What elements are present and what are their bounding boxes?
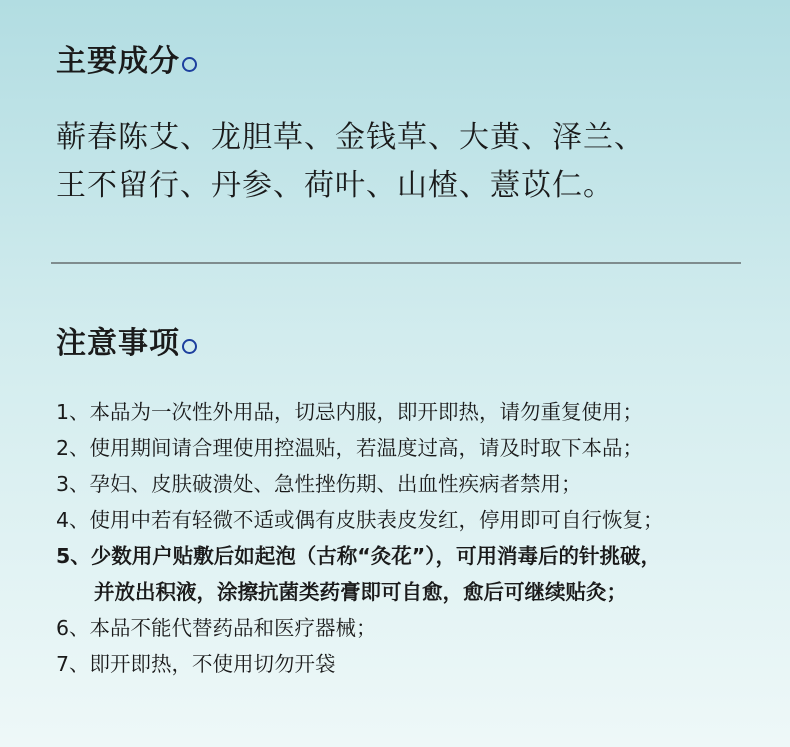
note-item: 3、孕妇、皮肤破溃处、急性挫伤期、出血性疾病者禁用； [56,472,582,496]
circle-dot-icon [182,339,197,354]
note-item: 2、使用期间请合理使用控温贴，若温度过高，请及时取下本品； [56,436,644,460]
ingredients-heading [56,36,197,80]
ingredients-title: 主要成分 [56,44,180,79]
note-item: 6、本品不能代替药品和医疗器械； [56,616,377,640]
note-item: 1、本品为一次性外用品，切忌内服，即开即热，请勿重复使用； [56,400,644,424]
note-item-highlight-line: 并放出积液，涂擦抗菌类药膏即可自愈，愈后可继续贴灸； [94,580,627,604]
notes-heading [56,318,197,362]
notes-list [56,394,766,682]
ingredients-line: 蕲春陈艾、龙胆草、金钱草、大黄、泽兰、 [56,120,645,155]
ingredients-list [56,114,736,210]
note-item-highlight [56,538,766,610]
note-item: 7、即开即热，不使用切勿开袋 [56,652,336,676]
note-item-highlight-line: 5、少数用户贴敷后如起泡（古称“灸花”），可用消毒后的针挑破， [56,544,661,568]
ingredients-line: 王不留行、丹参、荷叶、山楂、薏苡仁。 [56,168,614,203]
section-divider [51,262,741,264]
notes-title: 注意事项 [56,326,180,361]
circle-dot-icon [182,57,197,72]
note-item: 4、使用中若有轻微不适或偶有皮肤表皮发红，停用即可自行恢复； [56,508,664,532]
